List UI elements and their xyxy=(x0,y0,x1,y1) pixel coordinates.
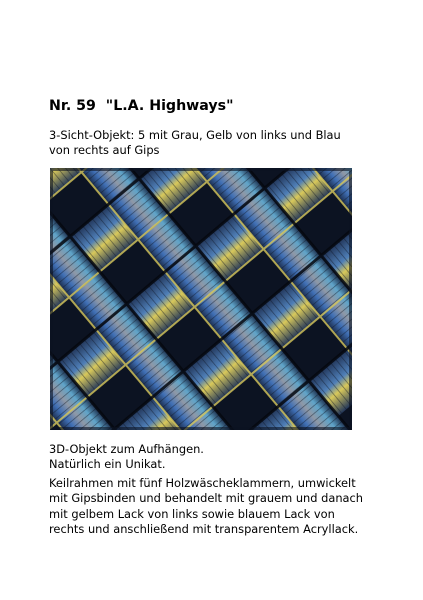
description-line-3: mit gelbem Lack von links sowie blauem Lack von xyxy=(49,506,335,521)
artwork-title: Nr. 59 "L.A. Highways" xyxy=(49,98,234,114)
info-line-2: Natürlich ein Unikat. xyxy=(49,457,166,472)
info-line-1: 3D-Objekt zum Aufhängen. xyxy=(49,442,204,456)
artwork-info xyxy=(49,442,379,473)
description-line-1: Keilrahmen mit fünf Holzwäscheklammern, umwickelt xyxy=(49,476,356,490)
artwork-description xyxy=(49,476,379,537)
description-line-4: rechts und anschließend mit transparentem Acryllack. xyxy=(49,521,359,536)
subtitle-line-2: von rechts auf Gips xyxy=(49,143,160,158)
description-line-2: mit Gipsbinden und behandelt mit grauem und danach xyxy=(49,491,363,506)
artwork-subtitle xyxy=(49,128,379,159)
artwork-photo xyxy=(50,168,352,430)
subtitle-line-1: 3-Sicht-Objekt: 5 mit Grau, Gelb von links und Blau xyxy=(49,128,341,142)
